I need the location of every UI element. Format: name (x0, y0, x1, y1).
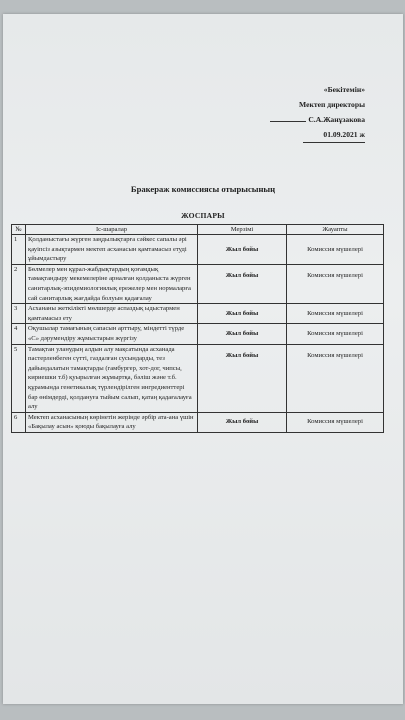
approval-date: 01.09.2021 ж (303, 127, 365, 143)
row-activity: Қолданыстағы жүрген заңдылықтарға сәйкес сапалы әрі қауіпсіз азықтармен мектеп асханасын қамтамасыз етуді ұйымдастыру (26, 235, 198, 265)
approval-heading: «Бекітемін» (323, 85, 365, 94)
director-name: С.А.Жанұзакова (270, 112, 365, 127)
plan-table (11, 224, 384, 433)
row-number: 3 (12, 304, 26, 324)
document-page (3, 14, 403, 704)
row-term: Жыл бойы (198, 344, 287, 412)
director-title: Мектеп директоры (299, 100, 365, 109)
table-row (12, 264, 384, 303)
row-term: Жыл бойы (198, 324, 287, 344)
row-responsible: Комиссия мүшелері (287, 324, 384, 344)
document-subtitle: ЖОСПАРЫ (181, 211, 225, 220)
row-number: 1 (12, 235, 26, 265)
row-term: Жыл бойы (198, 304, 287, 324)
row-activity: Мектеп асханасының көрінетін жерінде әрбір ата-ана үшін «Бақылау асын» қоюды бақылауға алу (26, 412, 198, 432)
row-number: 6 (12, 412, 26, 432)
signature-line (270, 121, 306, 122)
table-row (12, 344, 384, 412)
table-row (12, 412, 384, 432)
row-number: 4 (12, 324, 26, 344)
row-activity: Асхананы жеткілікті мөлшерде аспаздық ыдыстармен қамтамасыз ету (26, 304, 198, 324)
table-row (12, 304, 384, 324)
row-number: 2 (12, 264, 26, 303)
header-number: № (12, 225, 26, 235)
table-header-row (12, 225, 384, 235)
row-activity: Тамақтан уланудың алдын алу мақсатында асханада пастерленбеген сүтті, газдалған сусындарды, тез дайындалатын тамақтарды (гамбургер, хот-дог, чипсы, кириешки т.б) қуырылған жұмыртқа, бәліш және т.б. құрамында генетикалық түрлендірілген ингредиенттері бар өнімдерді, қолдануға тыйым салып, қатаң қадағалауға алу (26, 344, 198, 412)
row-term: Жыл бойы (198, 412, 287, 432)
table-row (12, 324, 384, 344)
row-responsible: Комиссия мүшелері (287, 304, 384, 324)
row-responsible: Комиссия мүшелері (287, 344, 384, 412)
row-number: 5 (12, 344, 26, 412)
header-activity: Іс-шаралар (26, 225, 198, 235)
header-term: Мерзімі (198, 225, 287, 235)
row-activity: Бөлмелер мен құрал-жабдықтардың қоғамдық тамақтандыру мекемелеріне арналған қолданыста жүрген санитарлық-эпидемиологиялық ережелер мен нормаларға сай санитарлық жағдайда болуын қадағалау (26, 264, 198, 303)
row-responsible: Комиссия мүшелері (287, 235, 384, 265)
row-term: Жыл бойы (198, 264, 287, 303)
table-row (12, 235, 384, 265)
header-responsible: Жауапты (287, 225, 384, 235)
row-responsible: Комиссия мүшелері (287, 264, 384, 303)
document-title: Бракераж комиссиясы отырысының (130, 184, 276, 194)
approval-block (270, 82, 365, 143)
row-activity: Оқушылар тамағының сапасын арттыру, міндетті түрде «С» дәрумендіру жұмыстарын жүргізу (26, 324, 198, 344)
row-responsible: Комиссия мүшелері (287, 412, 384, 432)
row-term: Жыл бойы (198, 235, 287, 265)
